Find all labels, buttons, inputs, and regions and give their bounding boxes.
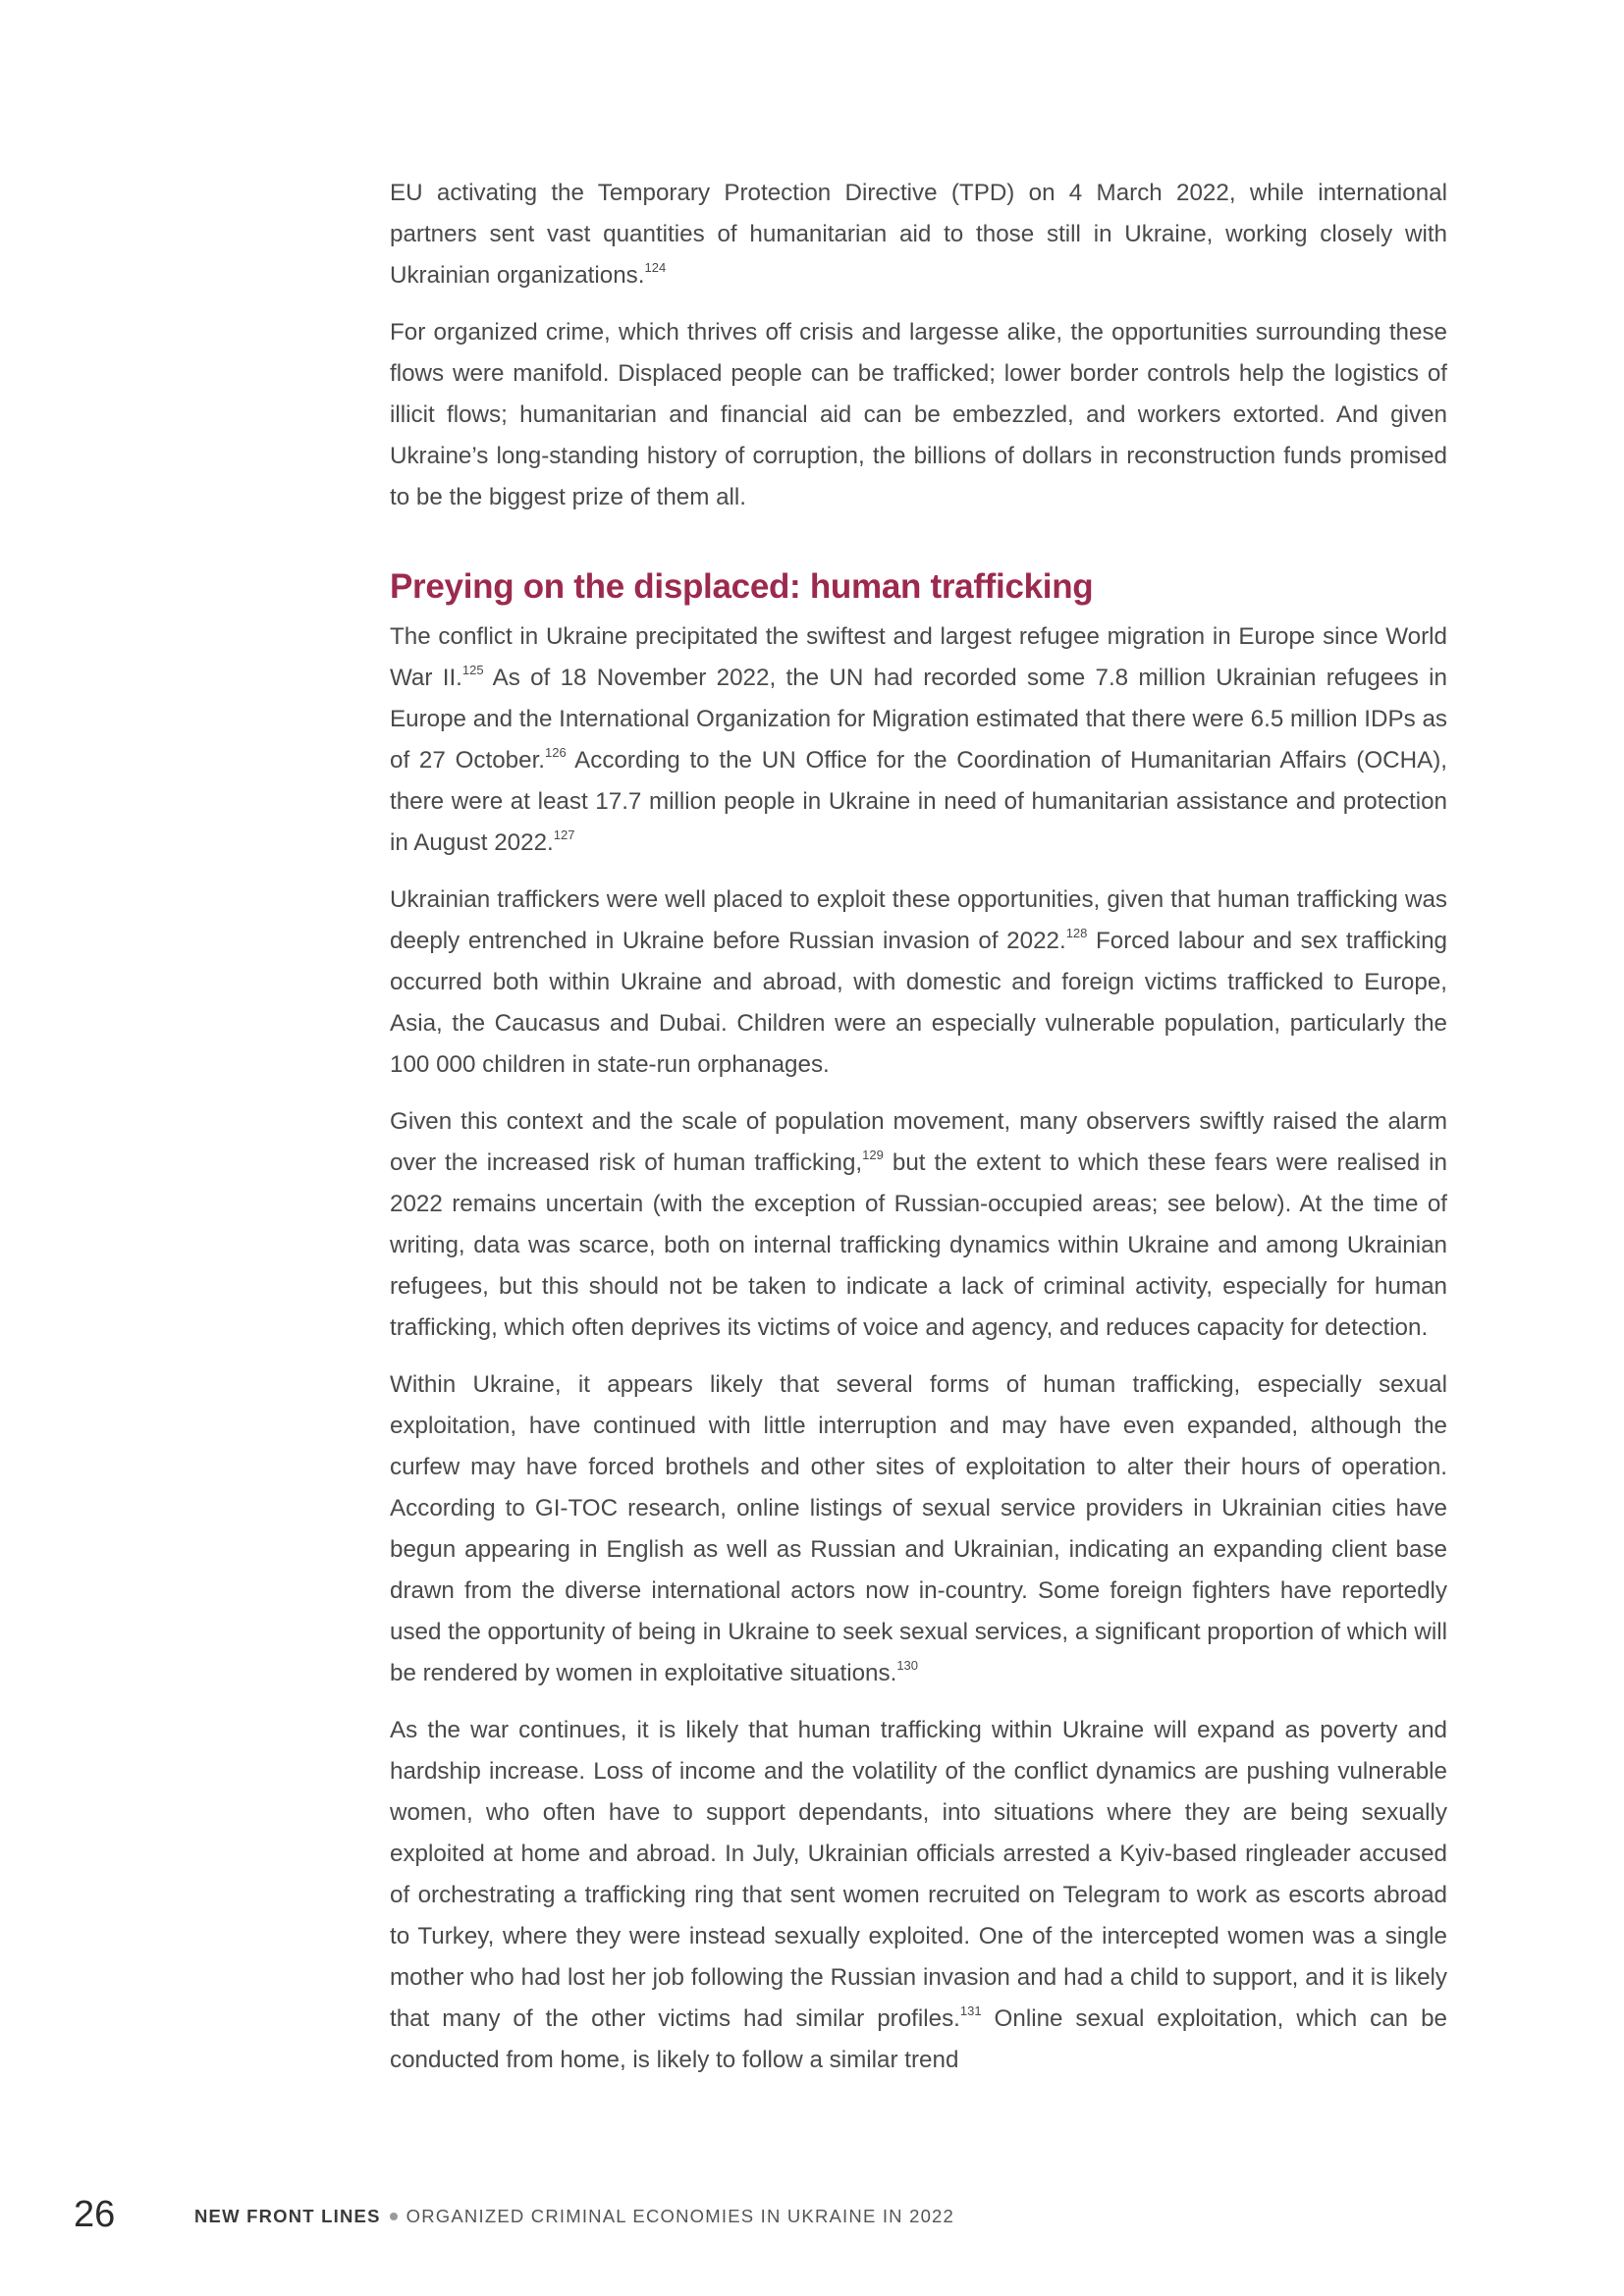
footnote-ref[interactable]: 130 [896, 1657, 919, 1673]
intro-paragraphs [390, 173, 1447, 518]
footnote-ref[interactable]: 128 [1065, 925, 1088, 940]
footnote-ref[interactable]: 129 [862, 1147, 884, 1162]
paragraph-text: The conflict in Ukraine precipitated the swiftest and largest refugee migration in Europe since World War II. [390, 623, 1447, 691]
page-number: 26 [74, 2194, 116, 2235]
paragraph [390, 1364, 1447, 1694]
paragraph [390, 173, 1447, 296]
report-title: ORGANIZED CRIMINAL ECONOMIES IN UKRAINE IN 2022 [406, 2206, 955, 2226]
footnote-ref[interactable]: 126 [545, 744, 567, 760]
running-title [194, 2205, 954, 2228]
paragraph-text: EU activating the Temporary Protection Directive (TPD) on 4 March 2022, while international partners sent vast quantities of humanitarian aid to those still in Ukraine, working closely with Ukrainian organizations. [390, 180, 1447, 289]
footnote-ref[interactable]: 131 [959, 2002, 982, 2018]
paragraph-text: For organized crime, which thrives off crisis and largesse alike, the opportunities surrounding these flows were manifold. Displaced people can be trafficked; lower border controls help the logistics of illicit flows; humanitarian and financial aid can be embezzled, and workers extorted. And given Ukraine’s long-standing history of corruption, the billions of dollars in reconstruction funds promised to be the biggest prize of them all. [390, 319, 1447, 510]
paragraph [390, 880, 1447, 1086]
footnote-ref[interactable]: 127 [553, 827, 575, 842]
paragraph-text: Online sexual exploitation, which can be conducted from home, is likely to follow a similar trend [390, 2005, 1447, 2073]
paragraph-text: Within Ukraine, it appears likely that several forms of human trafficking, especially sexual exploitation, have continued with little interruption and may have even expanded, although the curfew may have forced brothels and other sites of exploitation to alter their hours of operation. According to GI-TOC research, online listings of sexual service providers in Ukrainian cities have begun appearing in English as well as Russian and Ukrainian, indicating an expanding client base drawn from the diverse international actors now in-country. Some foreign fighters have reportedly used the opportunity of being in Ukraine to seek sexual services, a significant proportion of which will be rendered by women in exploitative situations. [390, 1371, 1447, 1686]
page-content [390, 173, 1447, 2097]
separator-dot [390, 2213, 398, 2220]
section-heading: Preying on the displaced: human trafficking [390, 567, 1094, 606]
paragraph-text: Ukrainian traffickers were well placed to exploit these opportunities, given that human trafficking was deeply entrenched in Ukraine before Russian invasion of 2022. [390, 886, 1447, 954]
paragraph-text: Forced labour and sex trafficking occurred both within Ukraine and abroad, with domestic and foreign victims trafficked to Europe, Asia, the Caucasus and Dubai. Children were an especially vulnerable population, particularly the 100 000 children in state-run orphanages. [390, 928, 1447, 1078]
section-body [390, 616, 1447, 2081]
paragraph-text: According to the UN Office for the Coordination of Humanitarian Affairs (OCHA), there were at least 17.7 million people in Ukraine in need of humanitarian assistance and protection in August 2022. [390, 747, 1447, 856]
paragraph-text: As of 18 November 2022, the UN had recorded some 7.8 million Ukrainian refugees in Europe and the International Organization for Migration estimated that there were 6.5 million IDPs as of 27 October. [390, 665, 1447, 774]
footnote-ref[interactable]: 125 [461, 662, 484, 677]
paragraph [390, 312, 1447, 518]
paragraph [390, 1710, 1447, 2081]
paragraph-text: Given this context and the scale of population movement, many observers swiftly raised the alarm over the increased risk of human trafficking, [390, 1108, 1447, 1176]
footnote-ref[interactable]: 124 [644, 259, 667, 275]
paragraph [390, 616, 1447, 864]
series-title: NEW FRONT LINES [194, 2206, 381, 2226]
paragraph-text: but the extent to which these fears were realised in 2022 remains uncertain (with the exception of Russian-occupied areas; see below). At the time of writing, data was scarce, both on internal trafficking dynamics within Ukraine and among Ukrainian refugees, but this should not be taken to indicate a lack of criminal activity, especially for human trafficking, which often deprives its victims of voice and agency, and reduces capacity for detection. [390, 1149, 1448, 1341]
paragraph-text: As the war continues, it is likely that human trafficking within Ukraine will expand as poverty and hardship increase. Loss of income and the volatility of the conflict dynamics are pushing vulnerable women, who often have to support dependants, into situations where they are being sexually exploited at home and abroad. In July, Ukrainian officials arrested a Kyiv-based ringleader accused of orchestrating a trafficking ring that sent women recruited on Telegram to work as escorts abroad to Turkey, where they were instead sexually exploited. One of the intercepted women was a single mother who had lost her job following the Russian invasion and had a child to support, and it is likely that many of the other victims had similar profiles. [390, 1717, 1447, 2032]
paragraph [390, 1101, 1447, 1349]
page-footer [0, 2189, 1624, 2248]
